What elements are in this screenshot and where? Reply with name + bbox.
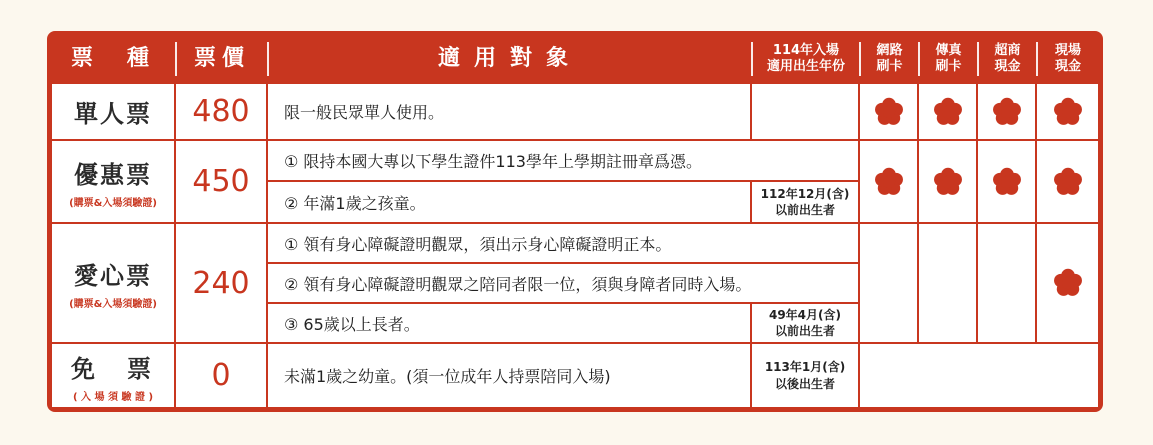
discount-item1-cell: [268, 141, 858, 180]
single-online-card-cell: [860, 84, 917, 139]
single-ticket-name-cell: [52, 84, 174, 139]
header-store-cash: 超商 現金: [994, 42, 1021, 74]
plum-blossom-icon: [1051, 95, 1085, 129]
plum-blossom-icon: [1051, 266, 1085, 300]
plum-blossom-icon: [872, 165, 906, 199]
discount-ticket-price-cell: [176, 141, 266, 222]
discount-online-card-cell: [860, 141, 917, 222]
charity-year-cell: [752, 304, 858, 342]
discount-ticket-name-cell: [52, 141, 174, 222]
plum-blossom-icon: [872, 95, 906, 129]
charity-ticket-price-cell: [176, 224, 266, 342]
header-price: 票價: [193, 46, 250, 72]
row-divider: [858, 92, 860, 130]
free-payment-cell: [860, 344, 1098, 407]
free-year: 113年1月(含) 以後出生者: [764, 360, 846, 391]
single-ticket-year-cell: [752, 84, 858, 139]
discount-item1: ① 限持本國大專以下學生證件113學年上學期註冊章爲憑。: [284, 152, 702, 171]
discount-ticket-note: (購票&入場須驗證): [69, 197, 157, 209]
plum-blossom-icon: [931, 165, 965, 199]
header-fax-card: 傳真 刷卡: [935, 42, 962, 74]
charity-item2-cell: [268, 264, 858, 302]
plum-blossom-icon: [1051, 165, 1085, 199]
single-ticket-name: 單人票: [74, 100, 152, 128]
free-ticket-price: 0: [211, 358, 231, 393]
header-target: 適用對象: [437, 46, 582, 72]
charity-ticket-note: (購票&入場須驗證): [69, 299, 157, 310]
discount-item2: ② 年滿1歲之孩童。: [284, 193, 426, 213]
discount-onsite-cash-cell: [1037, 141, 1098, 222]
single-ticket-desc: 限一般民眾單人使用。: [284, 103, 445, 122]
charity-ticket-name: 愛心票: [74, 262, 152, 290]
free-ticket-name-cell: [52, 344, 174, 407]
single-fax-card-cell: [919, 84, 976, 139]
charity-item1: ① 領有身心障礙證明觀眾，須出示身心障礙證明正本。: [284, 234, 672, 254]
discount-year: 112年12月(含) 以前出生者: [760, 186, 850, 217]
free-year-cell: [752, 344, 858, 407]
free-ticket-desc-cell: [268, 344, 750, 407]
discount-year-cell: [752, 182, 858, 222]
single-store-cash-cell: [978, 84, 1035, 139]
charity-online-card-cell: [860, 224, 917, 342]
charity-item3: ③ 65歲以上長者。: [284, 314, 420, 334]
plum-blossom-icon: [931, 95, 965, 129]
free-ticket-name: 免 票: [71, 354, 155, 383]
discount-ticket-name: 優惠票: [74, 160, 152, 189]
plum-blossom-icon: [990, 165, 1024, 199]
header-birth-year: 114年入場 適用出生年份: [766, 42, 845, 74]
single-ticket-price-cell: [176, 84, 266, 139]
row-divider: [266, 92, 268, 130]
header-ticket-type: 票 種: [70, 46, 155, 72]
charity-item1-cell: [268, 224, 858, 262]
free-ticket-price-cell: [176, 344, 266, 407]
single-ticket-price: 480: [192, 94, 250, 129]
single-ticket-desc-cell: [268, 84, 750, 139]
row-divider: [174, 92, 176, 130]
discount-item2-cell: [268, 182, 750, 222]
charity-ticket-price: 240: [192, 265, 250, 301]
charity-item3-cell: [268, 304, 750, 342]
row-divider: [750, 92, 752, 130]
charity-item2: ② 領有身心障礙證明觀眾之陪同者限一位，須與身障者同時入場。: [284, 274, 752, 294]
free-ticket-desc: 未滿1歲之幼童。(須一位成年人持票陪同入場): [284, 367, 611, 386]
single-onsite-cash-cell: [1037, 84, 1098, 139]
plum-blossom-icon: [990, 95, 1024, 129]
header-online-card: 網路 刷卡: [876, 42, 903, 74]
discount-fax-card-cell: [919, 141, 976, 222]
charity-onsite-cash-cell: [1037, 224, 1098, 342]
charity-store-cash-cell: [978, 224, 1035, 342]
free-ticket-note: ( 入 場 須 驗 證 ): [72, 391, 154, 403]
charity-fax-card-cell: [919, 224, 976, 342]
charity-ticket-name-cell: [52, 224, 174, 342]
header-onsite-cash: 現場 現金: [1054, 42, 1081, 74]
charity-year: 49年4月(含) 以前出生者: [768, 307, 842, 338]
discount-ticket-price: 450: [192, 164, 250, 199]
discount-store-cash-cell: [978, 141, 1035, 222]
